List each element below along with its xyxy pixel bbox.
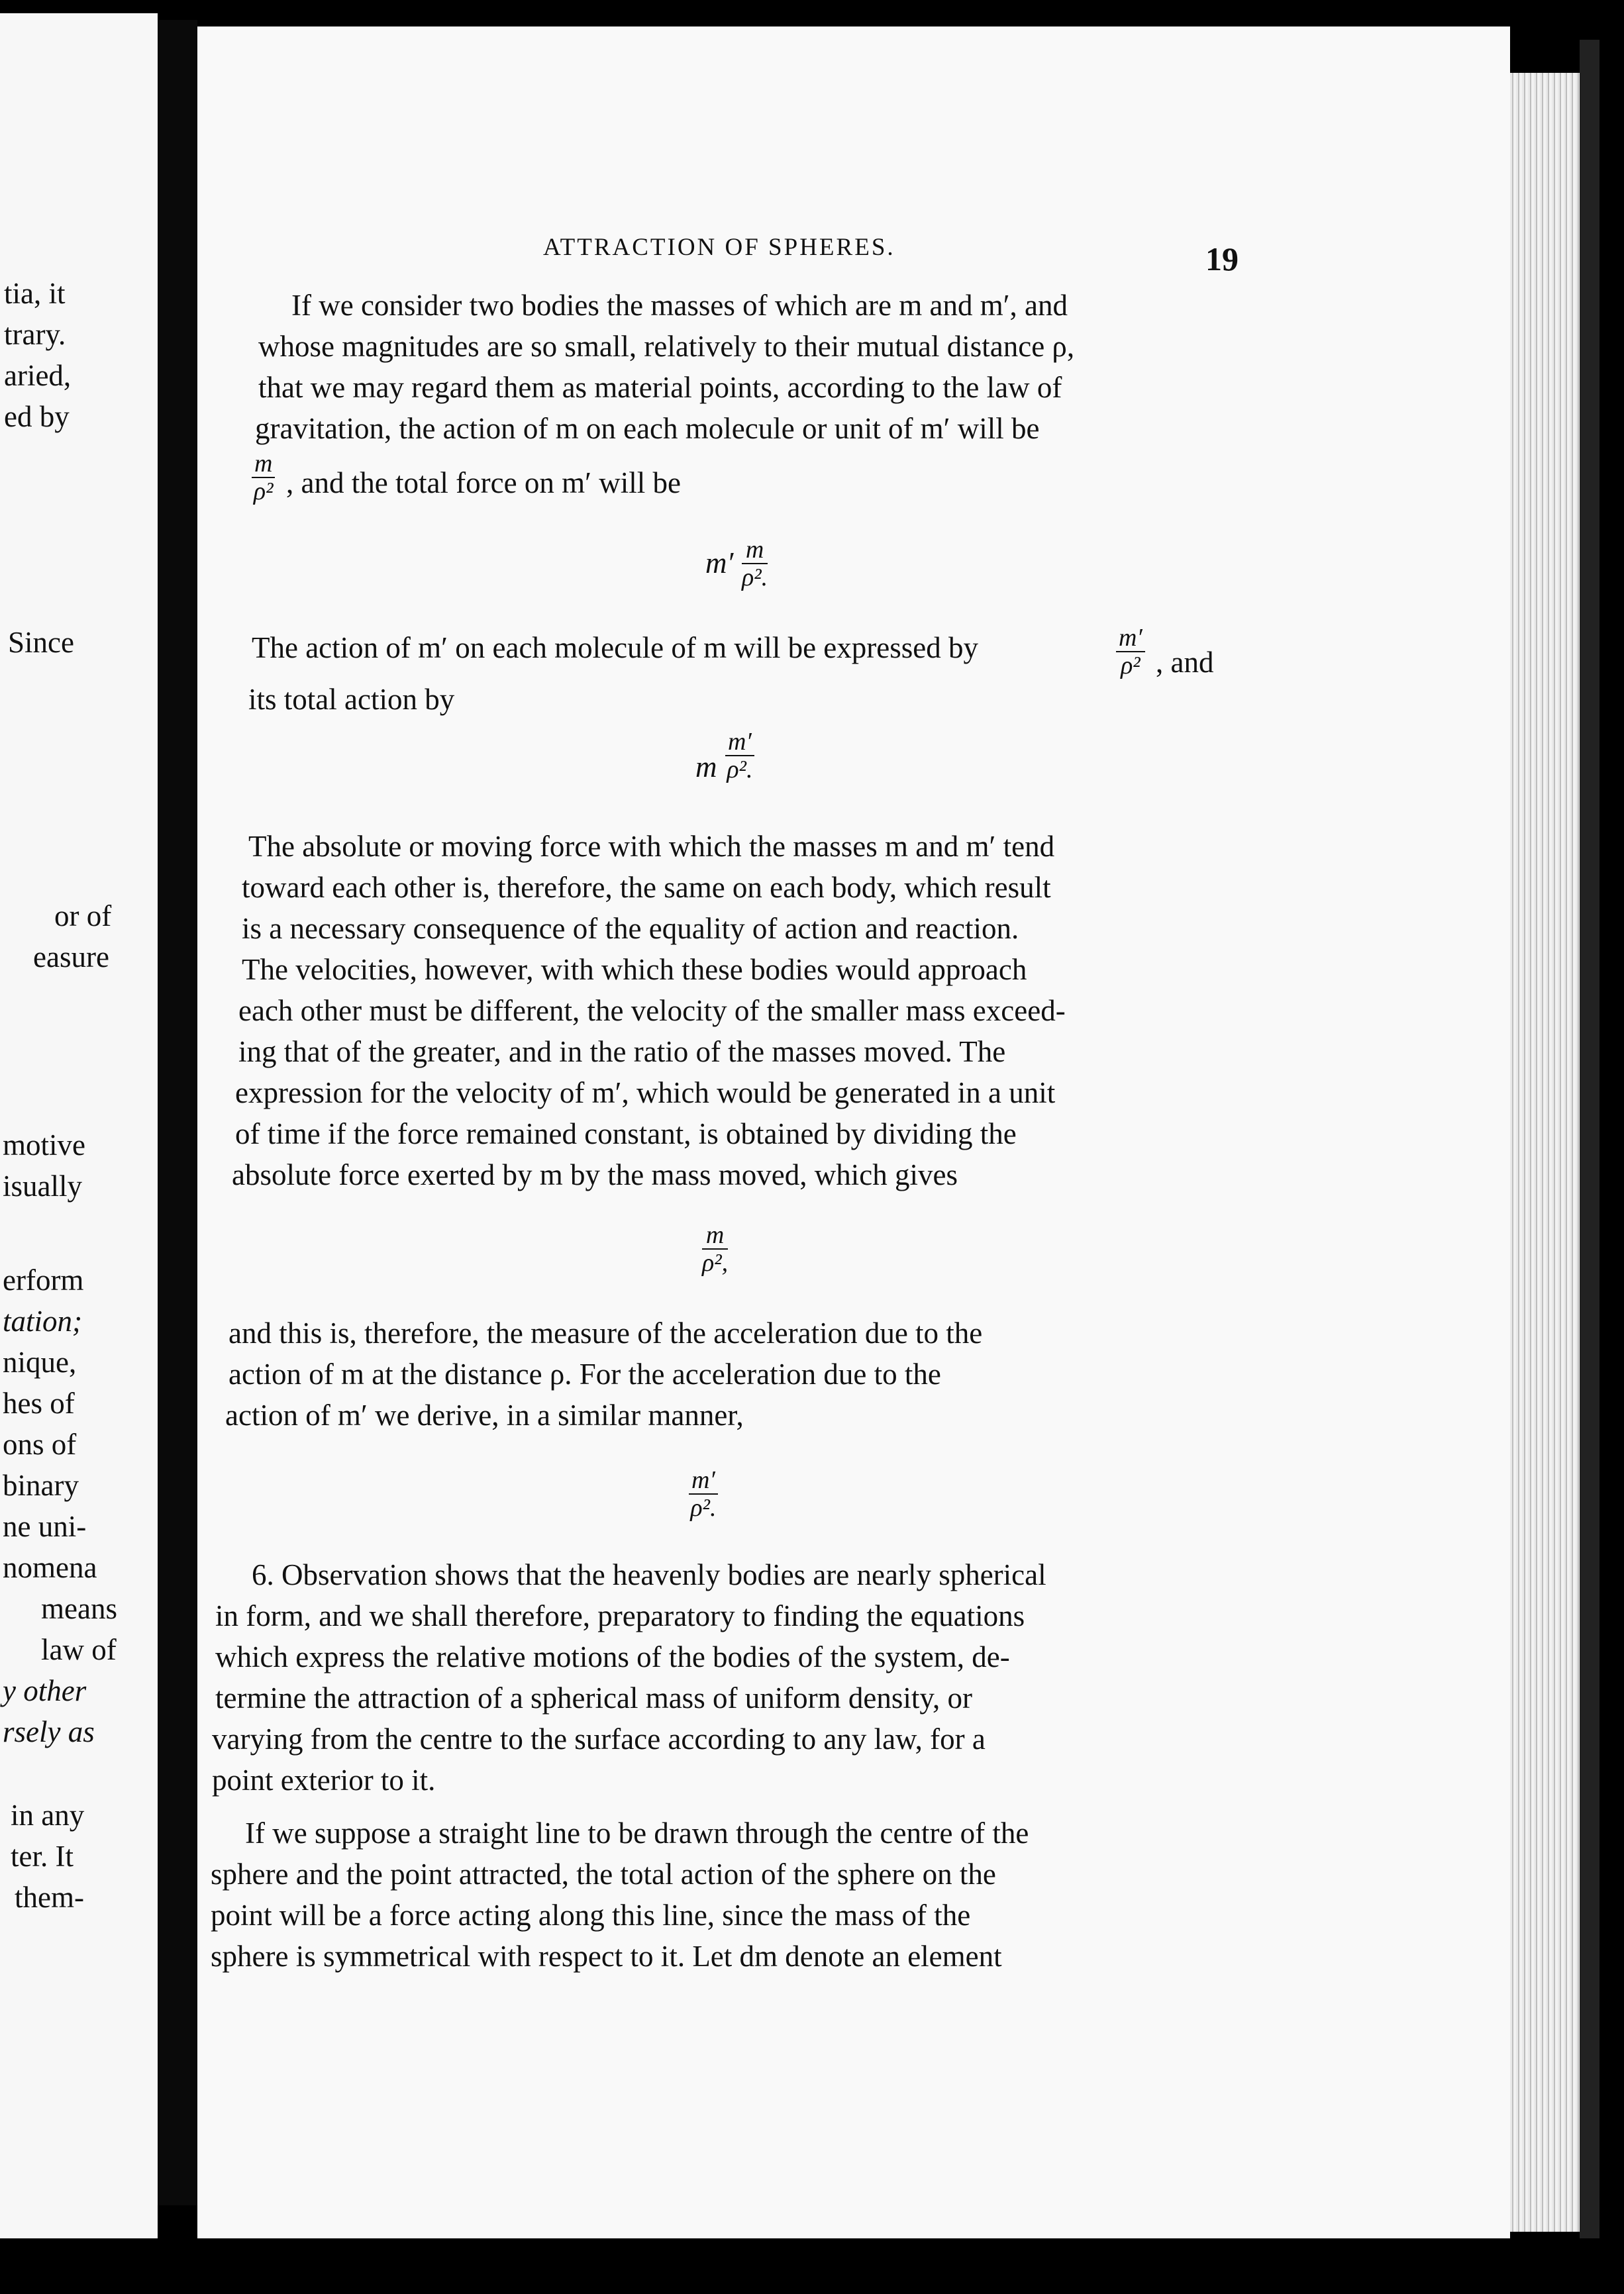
equation-fraction bbox=[725, 728, 754, 783]
text-line: If we consider two bodies the masses of which are m and m′, and bbox=[291, 289, 1068, 322]
equation-prefix: m′ bbox=[705, 546, 734, 579]
fraction bbox=[252, 450, 275, 505]
text-line: ing that of the greater, and in the ratio of the masses moved. The bbox=[238, 1035, 1006, 1068]
left-fragment: binary bbox=[3, 1469, 79, 1502]
fraction-numerator: m′ bbox=[725, 728, 754, 756]
left-fragment: rsely as bbox=[3, 1715, 95, 1748]
text-line: sphere is symmetrical with respect to it. Let dm denote an element bbox=[211, 1940, 1002, 1973]
left-fragment: tia, it bbox=[4, 277, 66, 310]
left-page bbox=[0, 13, 158, 2238]
left-fragment: nomena bbox=[3, 1551, 97, 1584]
left-fragment: ed by bbox=[4, 400, 70, 433]
text-line: absolute force exerted by m by the mass moved, which gives bbox=[232, 1158, 958, 1191]
equation-prefix: m bbox=[695, 750, 717, 783]
text-line: expression for the velocity of m′, which would be generated in a unit bbox=[235, 1076, 1056, 1109]
text-line: is a necessary consequence of the equality of action and reaction. bbox=[242, 912, 1019, 945]
left-fragment: or of bbox=[54, 899, 112, 932]
left-fragment: law of bbox=[41, 1633, 117, 1666]
left-fragment: in any bbox=[11, 1799, 85, 1832]
left-fragment: erform bbox=[3, 1264, 84, 1297]
fraction-numerator: m′ bbox=[689, 1467, 718, 1495]
fraction-numerator: m bbox=[702, 1222, 728, 1250]
text-line: of time if the force remained constant, is obtained by dividing the bbox=[235, 1117, 1017, 1150]
text-line: action of m at the distance ρ. For the acceleration due to the bbox=[228, 1358, 941, 1391]
fraction-denominator: ρ² bbox=[253, 477, 274, 505]
text-line: point exterior to it. bbox=[212, 1764, 436, 1797]
left-fragment: ter. It bbox=[11, 1840, 74, 1873]
text-line: in form, and we shall therefore, preparatory to finding the equations bbox=[215, 1599, 1025, 1632]
page-number: 19 bbox=[1205, 240, 1239, 277]
fraction-denominator: ρ². bbox=[727, 756, 753, 783]
left-fragment: Since bbox=[8, 626, 74, 659]
equation-fraction bbox=[742, 536, 768, 591]
text-line: The absolute or moving force with which the masses m and m′ tend bbox=[248, 830, 1055, 863]
fraction bbox=[1116, 624, 1145, 679]
fraction-denominator: ρ². bbox=[742, 564, 768, 591]
text-line: sphere and the point attracted, the total action of the sphere on the bbox=[211, 1858, 996, 1891]
text-line: , and bbox=[1156, 646, 1214, 679]
book-gutter bbox=[158, 20, 197, 2205]
page-stack-edge bbox=[1510, 73, 1583, 2232]
text-line: If we suppose a straight line to be drawn through the centre of the bbox=[245, 1817, 1029, 1850]
left-fragment: y other bbox=[3, 1674, 87, 1707]
left-fragment: aried, bbox=[4, 359, 72, 392]
book-cover-edge bbox=[1580, 40, 1599, 2238]
left-fragment: ne uni- bbox=[3, 1510, 87, 1543]
fraction-denominator: ρ² bbox=[1121, 652, 1141, 679]
left-fragment: hes of bbox=[3, 1387, 75, 1420]
text-line: toward each other is, therefore, the same on each body, which result bbox=[242, 871, 1051, 904]
text-line: termine the attraction of a spherical mass of uniform density, or bbox=[215, 1681, 972, 1715]
text-line: , and the total force on m′ will be bbox=[286, 466, 681, 499]
fraction-numerator: m′ bbox=[1116, 624, 1145, 652]
text-line: action of m′ we derive, in a similar manner, bbox=[225, 1399, 744, 1432]
fraction-denominator: ρ². bbox=[690, 1494, 717, 1522]
text-line: The velocities, however, with which these bodies would approach bbox=[242, 953, 1027, 986]
text-line: whose magnitudes are so small, relatively to their mutual distance ρ, bbox=[258, 330, 1075, 363]
left-fragment: isually bbox=[3, 1170, 82, 1203]
text-line: each other must be different, the velocity of the smaller mass exceed- bbox=[238, 994, 1066, 1027]
fraction-denominator: ρ², bbox=[702, 1249, 729, 1277]
left-fragment: trary. bbox=[4, 318, 66, 351]
text-line: varying from the centre to the surface according to any law, for a bbox=[212, 1722, 986, 1756]
equation-fraction bbox=[689, 1467, 718, 1521]
left-fragment: nique, bbox=[3, 1346, 77, 1379]
left-fragment: them- bbox=[15, 1881, 84, 1914]
equation-fraction bbox=[702, 1222, 728, 1276]
text-line: its total action by bbox=[248, 683, 455, 716]
left-fragment: means bbox=[41, 1592, 117, 1625]
running-title: ATTRACTION OF SPHERES. bbox=[543, 234, 895, 261]
text-line: which express the relative motions of the bodies of the system, de- bbox=[215, 1640, 1010, 1673]
left-fragment: easure bbox=[33, 940, 109, 973]
left-fragment: ons of bbox=[3, 1428, 77, 1461]
text-line: 6. Observation shows that the heavenly bodies are nearly spherical bbox=[252, 1558, 1046, 1591]
fraction-numerator: m bbox=[742, 536, 768, 564]
fraction-numerator: m bbox=[252, 450, 275, 478]
left-fragment: motive bbox=[3, 1128, 85, 1162]
text-line: The action of m′ on each molecule of m will be expressed by bbox=[252, 631, 978, 664]
text-line: that we may regard them as material points, according to the law of bbox=[258, 371, 1062, 404]
left-fragment: tation; bbox=[3, 1305, 82, 1338]
text-line: gravitation, the action of m on each molecule or unit of m′ will be bbox=[255, 412, 1040, 445]
text-line: point will be a force acting along this line, since the mass of the bbox=[211, 1899, 971, 1932]
text-line: and this is, therefore, the measure of the acceleration due to the bbox=[228, 1317, 983, 1350]
